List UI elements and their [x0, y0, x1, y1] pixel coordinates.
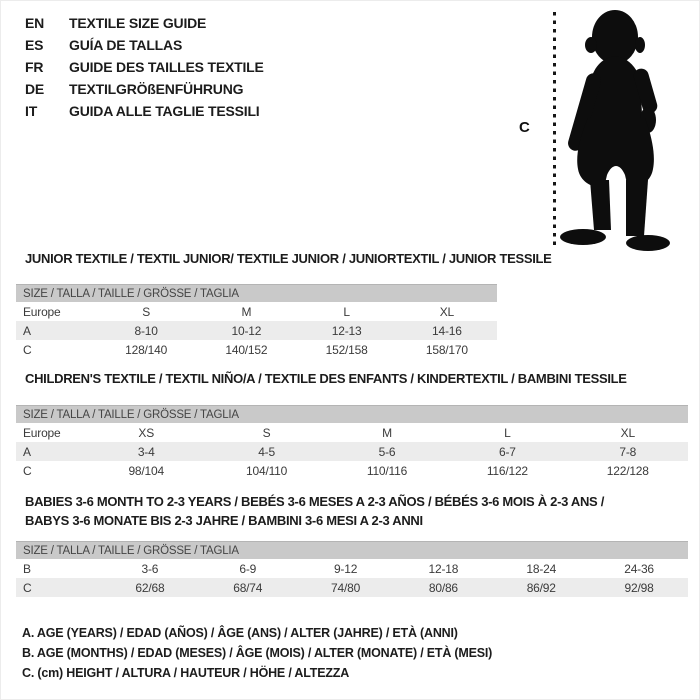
height-measure-label: C [519, 119, 530, 136]
row-label: A [16, 321, 96, 340]
language-title: GUÍA DE TALLAS [69, 37, 183, 53]
note-age-months: B. AGE (MONTHS) / EDAD (MESES) / ÂGE (MOIS) / ALTER (MONATE) / ETÀ (MESI) [22, 646, 493, 660]
legend-notes [22, 623, 492, 683]
language-code: FR [25, 59, 44, 75]
language-title-list [25, 12, 264, 122]
cell: 86/92 [492, 578, 590, 597]
note-age-years: A. AGE (YEARS) / EDAD (AÑOS) / ÂGE (ANS) / ALTER (JAHRE) / ETÀ (ANNI) [22, 626, 458, 640]
language-title: TEXTILGRÖßENFÜHRUNG [69, 81, 244, 97]
junior-size-table [16, 284, 497, 359]
table-row [16, 559, 688, 578]
section-title-line: BABIES 3-6 MONTH TO 2-3 YEARS / BEBÉS 3-6 MESES A 2-3 AÑOS / BÉBÉS 3-6 MOIS À 2-3 ANS / [25, 494, 605, 509]
cell: XL [439, 304, 455, 319]
size-header: SIZE / TALLA / TAILLE / GRÖSSE / TAGLIA [16, 406, 688, 424]
cell: XL [620, 425, 635, 440]
cell: 80/86 [394, 578, 492, 597]
cell: 18-24 [526, 561, 557, 576]
list-item [25, 12, 264, 34]
language-title: GUIDA ALLE TAGLIE TESSILI [69, 103, 260, 119]
cell: 12-13 [297, 321, 397, 340]
cell: S [262, 425, 271, 440]
row-label: Europe [23, 425, 61, 440]
children-size-table [16, 405, 688, 480]
babies-size-table [16, 541, 688, 597]
table-row [16, 423, 688, 442]
language-code: EN [25, 15, 45, 31]
cell: 6-9 [239, 561, 257, 576]
size-header: SIZE / TALLA / TAILLE / GRÖSSE / TAGLIA [16, 542, 688, 560]
cell: 3-4 [86, 442, 206, 461]
cell: 6-7 [447, 442, 567, 461]
cell: 98/104 [128, 463, 164, 478]
cell: 62/68 [101, 578, 199, 597]
cell: 104/110 [246, 463, 288, 478]
row-label: C [23, 463, 32, 478]
cell: 122/128 [606, 463, 649, 478]
language-title: GUIDE DES TAILLES TEXTILE [69, 59, 264, 75]
cell: 5-6 [327, 442, 447, 461]
table-row [16, 578, 688, 597]
cell: 14-16 [397, 321, 497, 340]
table-row [16, 340, 497, 359]
cell: 3-6 [141, 561, 159, 576]
cell: M [241, 304, 252, 319]
row-label: A [16, 442, 86, 461]
row-label: C [23, 342, 32, 357]
language-code: IT [25, 103, 38, 119]
cell: XS [138, 425, 154, 440]
cell: 12-18 [428, 561, 459, 576]
cell: 152/158 [325, 342, 368, 357]
cell: 116/122 [486, 463, 528, 478]
table-row [16, 302, 497, 321]
cell: 9-12 [333, 561, 358, 576]
table-row [16, 461, 688, 480]
toddler-silhouette [560, 8, 688, 252]
cell: 8-10 [96, 321, 196, 340]
size-header: SIZE / TALLA / TAILLE / GRÖSSE / TAGLIA [16, 285, 497, 303]
list-item [25, 56, 264, 78]
note-height-cm: C. (cm) HEIGHT / ALTURA / HAUTEUR / HÖHE / ALTEZZA [22, 666, 350, 680]
cell: 128/140 [125, 342, 168, 357]
section-title-children: CHILDREN'S TEXTILE / TEXTIL NIÑO/A / TEXTILE DES ENFANTS / KINDERTEXTIL / BAMBINI TESSILE [25, 371, 627, 386]
cell: 24-36 [624, 561, 654, 576]
list-item [25, 34, 264, 56]
language-code: DE [25, 81, 45, 97]
cell: 68/74 [199, 578, 297, 597]
list-item [25, 78, 264, 100]
cell: 10-12 [196, 321, 296, 340]
row-label: C [16, 578, 101, 597]
section-title-babies [25, 492, 604, 530]
cell: 158/170 [425, 342, 468, 357]
section-title-line: BABYS 3-6 MONATE BIS 2-3 JAHRE / BAMBINI 3-6 MESI A 2-3 ANNI [25, 513, 423, 528]
list-item [25, 100, 264, 122]
language-title: TEXTILE SIZE GUIDE [69, 15, 207, 31]
table-row [16, 442, 688, 461]
cell: L [504, 425, 511, 440]
cell: 92/98 [590, 578, 688, 597]
cell: 140/152 [225, 342, 268, 357]
table-row [16, 321, 497, 340]
language-code: ES [25, 37, 44, 53]
row-label: B [23, 561, 31, 576]
cell: 7-8 [568, 442, 688, 461]
cell: 110/116 [366, 463, 408, 478]
cell: M [382, 425, 392, 440]
cell: 74/80 [297, 578, 395, 597]
row-label: Europe [23, 304, 61, 319]
cell: L [343, 304, 350, 319]
section-title-junior: JUNIOR TEXTILE / TEXTIL JUNIOR/ TEXTILE JUNIOR / JUNIORTEXTIL / JUNIOR TESSILE [25, 251, 552, 266]
cell: 4-5 [206, 442, 326, 461]
dotted-measure-line [553, 12, 556, 246]
cell: S [142, 304, 151, 319]
